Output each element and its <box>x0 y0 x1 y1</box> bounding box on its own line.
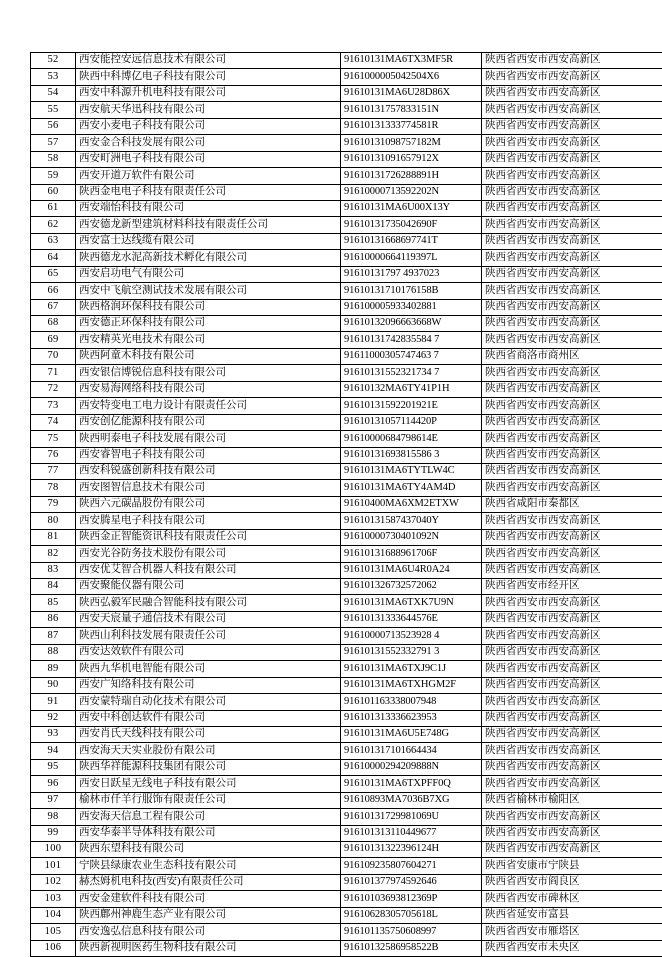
company-name-cell: 榆林市仟羊行服饰有限责任公司 <box>76 792 341 808</box>
region-cell: 陕西省西安市西安高新区 <box>482 710 662 726</box>
credit-code-cell: 91610131333774581R <box>341 118 482 134</box>
table-row <box>31 792 662 808</box>
table-row <box>31 200 662 216</box>
row-index-cell: 69 <box>31 332 76 348</box>
row-index-cell: 55 <box>31 102 76 118</box>
credit-code-cell: 91610131MA6TY4AM4D <box>341 480 482 496</box>
row-index-cell: 103 <box>31 891 76 907</box>
company-name-cell: 西安中飞航空测试技术发展有限公司 <box>76 283 341 299</box>
company-name-cell: 陕西华祥能源科技集团有限公司 <box>76 759 341 775</box>
region-cell: 陕西省西安市西安高新区 <box>482 151 662 167</box>
table-row <box>31 759 662 775</box>
region-cell: 陕西省商洛市商州区 <box>482 348 662 364</box>
credit-code-cell: 91610131552332791 3 <box>341 644 482 660</box>
table-row <box>31 365 662 381</box>
credit-code-cell: 91610628305705618L <box>341 907 482 923</box>
company-name-cell: 西安海天信息工程有限公司 <box>76 809 341 825</box>
company-name-cell: 陕西九华机电智能有限公司 <box>76 661 341 677</box>
company-name-cell: 西安银信博锐信息科技有限公司 <box>76 365 341 381</box>
table-row <box>31 874 662 890</box>
credit-code-cell: 91610131693815586 3 <box>341 447 482 463</box>
table-row <box>31 414 662 430</box>
table-row <box>31 907 662 923</box>
row-index-cell: 83 <box>31 562 76 578</box>
credit-code-cell: 91610132096663668W <box>341 316 482 332</box>
table-row <box>31 283 662 299</box>
table-row <box>31 562 662 578</box>
company-name-cell: 西安航天华迅科技有限公司 <box>76 102 341 118</box>
company-name-cell: 陕西六元碳晶股份有限公司 <box>76 496 341 512</box>
company-name-cell: 西安达效软件有限公司 <box>76 644 341 660</box>
row-index-cell: 90 <box>31 677 76 693</box>
credit-code-cell: 916101163338007948 <box>341 694 482 710</box>
table-row <box>31 677 662 693</box>
region-cell: 陕西省安康市宁陕县 <box>482 858 662 874</box>
region-cell: 陕西省西安市西安高新区 <box>482 529 662 545</box>
region-cell: 陕西省西安市西安高新区 <box>482 233 662 249</box>
company-name-cell: 西安小麦电子科技有限公司 <box>76 118 341 134</box>
table-row <box>31 233 662 249</box>
row-index-cell: 62 <box>31 217 76 233</box>
table-row <box>31 447 662 463</box>
company-name-cell: 西安德龙新型建筑材料科技有限责任公司 <box>76 217 341 233</box>
company-name-cell: 陕西鄜州神鹿生态产业有限公司 <box>76 907 341 923</box>
row-index-cell: 96 <box>31 776 76 792</box>
row-index-cell: 84 <box>31 579 76 595</box>
company-name-cell: 宁陕县绿康农业生态科技有限公司 <box>76 858 341 874</box>
row-index-cell: 79 <box>31 496 76 512</box>
table-row <box>31 743 662 759</box>
credit-code-cell: 91610131098757182M <box>341 135 482 151</box>
company-name-cell: 西安腾星电子科技有限公司 <box>76 513 341 529</box>
credit-code-cell: 916109235807604271 <box>341 858 482 874</box>
table-row <box>31 924 662 940</box>
company-name-cell: 西安金合科技发展有限公司 <box>76 135 341 151</box>
row-index-cell: 67 <box>31 299 76 315</box>
table-row <box>31 69 662 85</box>
row-index-cell: 102 <box>31 874 76 890</box>
table-row <box>31 842 662 858</box>
row-index-cell: 65 <box>31 266 76 282</box>
credit-code-cell: 91610131MA6U28D86X <box>341 85 482 101</box>
credit-code-cell: 91610131057114420P <box>341 414 482 430</box>
credit-code-cell: 91610400MA6XM2ETXW <box>341 496 482 512</box>
region-cell: 陕西省西安市西安高新区 <box>482 69 662 85</box>
credit-code-cell: 91610131MA6TXK7U9N <box>341 595 482 611</box>
credit-code-cell: 91610131MA6U4R0A24 <box>341 562 482 578</box>
credit-code-cell: 916101317101664434 <box>341 743 482 759</box>
credit-code-cell: 91610131MA6TXHGM2F <box>341 677 482 693</box>
table-row <box>31 135 662 151</box>
region-cell: 陕西省西安市西安高新区 <box>482 677 662 693</box>
row-index-cell: 56 <box>31 118 76 134</box>
region-cell: 陕西省西安市西安高新区 <box>482 611 662 627</box>
company-name-cell: 西安德正环保科技有限公司 <box>76 316 341 332</box>
credit-code-cell: 91610000730401092N <box>341 529 482 545</box>
company-name-cell: 陕西金正智能资讯科技有限责任公司 <box>76 529 341 545</box>
region-cell: 陕西省西安市西安高新区 <box>482 546 662 562</box>
region-cell: 陕西省西安市西安高新区 <box>482 661 662 677</box>
credit-code-cell: 91610131MA6TXPFF0Q <box>341 776 482 792</box>
table-row <box>31 480 662 496</box>
table-row <box>31 53 662 69</box>
table-body <box>31 53 662 957</box>
region-cell: 陕西省西安市西安高新区 <box>482 283 662 299</box>
region-cell: 陕西省西安市西安高新区 <box>482 743 662 759</box>
company-name-cell: 西安海天天实业股份有限公司 <box>76 743 341 759</box>
table-row <box>31 595 662 611</box>
company-name-cell: 陕西新视明医药生物科技有限公司 <box>76 940 341 956</box>
table-row <box>31 398 662 414</box>
row-index-cell: 59 <box>31 168 76 184</box>
company-name-cell: 西安天宸量子通信技术有限公司 <box>76 611 341 627</box>
credit-code-cell: 91610132586958522B <box>341 940 482 956</box>
credit-code-cell: 91610131729981069U <box>341 809 482 825</box>
credit-code-cell: 91610131587437040Y <box>341 513 482 529</box>
table-row <box>31 168 662 184</box>
row-index-cell: 75 <box>31 431 76 447</box>
company-name-cell: 西安中科源升机电科技有限公司 <box>76 85 341 101</box>
row-index-cell: 52 <box>31 53 76 69</box>
table-row <box>31 529 662 545</box>
row-index-cell: 70 <box>31 348 76 364</box>
company-name-cell: 西安金建软件科技有限公司 <box>76 891 341 907</box>
region-cell: 陕西省西安市西安高新区 <box>482 480 662 496</box>
credit-code-cell: 91610893MA7036B7XG <box>341 792 482 808</box>
region-cell: 陕西省西安市西安高新区 <box>482 694 662 710</box>
table-row <box>31 332 662 348</box>
credit-code-cell: 91610131MA6TX3MF5R <box>341 53 482 69</box>
company-name-cell: 西安蒙特瑞自动化技术有限公司 <box>76 694 341 710</box>
region-cell: 陕西省西安市西安高新区 <box>482 85 662 101</box>
table-row <box>31 628 662 644</box>
row-index-cell: 106 <box>31 940 76 956</box>
region-cell: 陕西省西安市西安高新区 <box>482 266 662 282</box>
region-cell: 陕西省西安市西安高新区 <box>482 513 662 529</box>
row-index-cell: 100 <box>31 842 76 858</box>
credit-code-cell: 91610131710176158B <box>341 283 482 299</box>
company-name-cell: 西安睿智电子科技有限公司 <box>76 447 341 463</box>
company-name-cell: 西安富士达线缆有限公司 <box>76 233 341 249</box>
credit-code-cell: 91610131MA6TXJ9C1J <box>341 661 482 677</box>
row-index-cell: 82 <box>31 546 76 562</box>
row-index-cell: 64 <box>31 250 76 266</box>
region-cell: 陕西省西安市西安高新区 <box>482 250 662 266</box>
company-name-cell: 西安图智信息技术有限公司 <box>76 480 341 496</box>
row-index-cell: 68 <box>31 316 76 332</box>
credit-code-cell: 91610131726288891H <box>341 168 482 184</box>
table-row <box>31 217 662 233</box>
table-row <box>31 776 662 792</box>
table-row <box>31 726 662 742</box>
region-cell: 陕西省西安市西安高新区 <box>482 118 662 134</box>
table-row <box>31 496 662 512</box>
credit-code-cell: 91610000684798614E <box>341 431 482 447</box>
credit-code-cell: 916101135750608997 <box>341 924 482 940</box>
company-name-cell: 陕西中科博亿电子科技有限公司 <box>76 69 341 85</box>
row-index-cell: 99 <box>31 825 76 841</box>
table-row <box>31 266 662 282</box>
row-index-cell: 53 <box>31 69 76 85</box>
credit-code-cell: 91610000664119397L <box>341 250 482 266</box>
table-row <box>31 102 662 118</box>
region-cell: 陕西省西安市西安高新区 <box>482 217 662 233</box>
row-index-cell: 94 <box>31 743 76 759</box>
credit-code-cell: 91611000305747463 7 <box>341 348 482 364</box>
credit-code-cell: 91610131322396124H <box>341 842 482 858</box>
row-index-cell: 57 <box>31 135 76 151</box>
company-name-cell: 西安端怡科技有限公司 <box>76 200 341 216</box>
row-index-cell: 76 <box>31 447 76 463</box>
company-name-cell: 陕西弘毅军民融合智能科技有限公司 <box>76 595 341 611</box>
row-index-cell: 88 <box>31 644 76 660</box>
region-cell: 陕西省西安市西安高新区 <box>482 332 662 348</box>
credit-code-cell: 91610131757833151N <box>341 102 482 118</box>
region-cell: 陕西省西安市西安高新区 <box>482 365 662 381</box>
region-cell: 陕西省西安市西安高新区 <box>482 809 662 825</box>
region-cell: 陕西省西安市阎良区 <box>482 874 662 890</box>
row-index-cell: 97 <box>31 792 76 808</box>
table-row <box>31 940 662 956</box>
region-cell: 陕西省西安市未央区 <box>482 940 662 956</box>
region-cell: 陕西省西安市西安高新区 <box>482 381 662 397</box>
region-cell: 陕西省西安市西安高新区 <box>482 316 662 332</box>
credit-code-cell: 916100005933402881 <box>341 299 482 315</box>
row-index-cell: 66 <box>31 283 76 299</box>
region-cell: 陕西省西安市西安高新区 <box>482 414 662 430</box>
company-name-cell: 西安光谷防务技术股份有限公司 <box>76 546 341 562</box>
table-row <box>31 825 662 841</box>
region-cell: 陕西省西安市西安高新区 <box>482 184 662 200</box>
row-index-cell: 80 <box>31 513 76 529</box>
company-name-cell: 西安广知络科技有限公司 <box>76 677 341 693</box>
table-row <box>31 611 662 627</box>
credit-code-cell: 91610131668697741T <box>341 233 482 249</box>
credit-code-cell: 916101377974592646 <box>341 874 482 890</box>
company-name-cell: 西安中科创达软件有限公司 <box>76 710 341 726</box>
table-row <box>31 381 662 397</box>
table-row <box>31 85 662 101</box>
credit-code-cell: 91610131MA6U00X13Y <box>341 200 482 216</box>
region-cell: 陕西省西安市雁塔区 <box>482 924 662 940</box>
company-name-cell: 陕西东望科技有限公司 <box>76 842 341 858</box>
company-name-cell: 陕西山利科技发展有限责任公司 <box>76 628 341 644</box>
row-index-cell: 101 <box>31 858 76 874</box>
company-name-cell: 西安启功电气有限公司 <box>76 266 341 282</box>
row-index-cell: 95 <box>31 759 76 775</box>
region-cell: 陕西省西安市经开区 <box>482 579 662 595</box>
row-index-cell: 92 <box>31 710 76 726</box>
table-row <box>31 151 662 167</box>
region-cell: 陕西省西安市西安高新区 <box>482 562 662 578</box>
region-cell: 陕西省西安市西安高新区 <box>482 447 662 463</box>
row-index-cell: 86 <box>31 611 76 627</box>
company-name-cell: 西安特变电工电力设计有限责任公司 <box>76 398 341 414</box>
credit-code-cell: 91610131742835584 7 <box>341 332 482 348</box>
region-cell: 陕西省西安市西安高新区 <box>482 776 662 792</box>
company-name-cell: 西安能控安远信息技术有限公司 <box>76 53 341 69</box>
table-row <box>31 710 662 726</box>
table-row <box>31 661 662 677</box>
credit-code-cell: 91610131735042690F <box>341 217 482 233</box>
row-index-cell: 78 <box>31 480 76 496</box>
row-index-cell: 74 <box>31 414 76 430</box>
company-name-cell: 西安町洲电子科技有限公司 <box>76 151 341 167</box>
region-cell: 陕西省西安市西安高新区 <box>482 644 662 660</box>
credit-code-cell: 91610131333644576E <box>341 611 482 627</box>
table-row <box>31 809 662 825</box>
region-cell: 陕西省西安市西安高新区 <box>482 726 662 742</box>
table-row <box>31 184 662 200</box>
row-index-cell: 91 <box>31 694 76 710</box>
company-name-cell: 西安科锐盛创新科技有限公司 <box>76 463 341 479</box>
credit-code-cell: 91610000713592202N <box>341 184 482 200</box>
region-cell: 陕西省西安市西安高新区 <box>482 299 662 315</box>
credit-code-cell: 91610131552321734 7 <box>341 365 482 381</box>
company-name-cell: 西安创亿能源科技有限公司 <box>76 414 341 430</box>
region-cell: 陕西省西安市西安高新区 <box>482 53 662 69</box>
credit-code-cell: 91610131688961706F <box>341 546 482 562</box>
row-index-cell: 105 <box>31 924 76 940</box>
company-name-cell: 陕西金电电子科技有限责任公司 <box>76 184 341 200</box>
company-name-cell: 西安优艾智合机器人科技有限公司 <box>76 562 341 578</box>
company-name-cell: 西安逸弘信息科技有限公司 <box>76 924 341 940</box>
credit-code-cell: 91610000713523928 4 <box>341 628 482 644</box>
row-index-cell: 93 <box>31 726 76 742</box>
row-index-cell: 104 <box>31 907 76 923</box>
credit-code-cell: 91610131797 4937023 <box>341 266 482 282</box>
credit-code-cell: 916101313336623953 <box>341 710 482 726</box>
row-index-cell: 61 <box>31 200 76 216</box>
row-index-cell: 77 <box>31 463 76 479</box>
credit-code-cell: 91610131MA6U5E748G <box>341 726 482 742</box>
credit-code-cell: 916101326732572062 <box>341 579 482 595</box>
company-name-cell: 西安肖氏天线科技有限公司 <box>76 726 341 742</box>
credit-code-cell: 9161000005042504X6 <box>341 69 482 85</box>
region-cell: 陕西省西安市西安高新区 <box>482 168 662 184</box>
row-index-cell: 87 <box>31 628 76 644</box>
region-cell: 陕西省西安市西安高新区 <box>482 398 662 414</box>
table-row <box>31 463 662 479</box>
company-listing-table <box>30 52 662 957</box>
row-index-cell: 98 <box>31 809 76 825</box>
region-cell: 陕西省西安市西安高新区 <box>482 431 662 447</box>
row-index-cell: 73 <box>31 398 76 414</box>
region-cell: 陕西省榆林市榆阳区 <box>482 792 662 808</box>
credit-code-cell: 91610000294209888N <box>341 759 482 775</box>
table-row <box>31 118 662 134</box>
company-name-cell: 西安聚能仪器有限公司 <box>76 579 341 595</box>
table-row <box>31 694 662 710</box>
region-cell: 陕西省西安市碑林区 <box>482 891 662 907</box>
credit-code-cell: 916101313110449677 <box>341 825 482 841</box>
row-index-cell: 54 <box>31 85 76 101</box>
row-index-cell: 58 <box>31 151 76 167</box>
region-cell: 陕西省西安市西安高新区 <box>482 842 662 858</box>
region-cell: 陕西省咸阳市秦都区 <box>482 496 662 512</box>
region-cell: 陕西省西安市西安高新区 <box>482 200 662 216</box>
company-name-cell: 陕西阿童木科技有限公司 <box>76 348 341 364</box>
row-index-cell: 63 <box>31 233 76 249</box>
region-cell: 陕西省西安市西安高新区 <box>482 595 662 611</box>
region-cell: 陕西省西安市西安高新区 <box>482 825 662 841</box>
table-row <box>31 348 662 364</box>
row-index-cell: 60 <box>31 184 76 200</box>
company-name-cell: 陕西格润环保科技有限公司 <box>76 299 341 315</box>
credit-code-cell: 91610103693812369P <box>341 891 482 907</box>
row-index-cell: 72 <box>31 381 76 397</box>
table-row <box>31 250 662 266</box>
company-name-cell: 西安易海网络科技有限公司 <box>76 381 341 397</box>
company-name-cell: 西安开道万软件有限公司 <box>76 168 341 184</box>
region-cell: 陕西省西安市西安高新区 <box>482 135 662 151</box>
company-name-cell: 西安精英光电技术有限公司 <box>76 332 341 348</box>
row-index-cell: 89 <box>31 661 76 677</box>
table-row <box>31 546 662 562</box>
credit-code-cell: 91610131592201921E <box>341 398 482 414</box>
row-index-cell: 85 <box>31 595 76 611</box>
region-cell: 陕西省西安市西安高新区 <box>482 102 662 118</box>
company-name-cell: 西安华泰半导体科技有限公司 <box>76 825 341 841</box>
row-index-cell: 71 <box>31 365 76 381</box>
credit-code-cell: 91610131091657912X <box>341 151 482 167</box>
table-row <box>31 891 662 907</box>
table-row <box>31 858 662 874</box>
company-name-cell: 陕西德龙水泥高新技术孵化有限公司 <box>76 250 341 266</box>
region-cell: 陕西省延安市富县 <box>482 907 662 923</box>
company-name-cell: 陕西明泰电子科技发展有限公司 <box>76 431 341 447</box>
credit-code-cell: 91610132MA6TY41P1H <box>341 381 482 397</box>
region-cell: 陕西省西安市西安高新区 <box>482 463 662 479</box>
credit-code-cell: 91610131MA6TYTLW4C <box>341 463 482 479</box>
region-cell: 陕西省西安市西安高新区 <box>482 759 662 775</box>
region-cell: 陕西省西安市西安高新区 <box>482 628 662 644</box>
table-row <box>31 644 662 660</box>
company-name-cell: 西安日跃星无线电子科技有限公司 <box>76 776 341 792</box>
company-name-cell: 赫杰姆机电科技(西安)有限责任公司 <box>76 874 341 890</box>
table-row <box>31 299 662 315</box>
table-row <box>31 316 662 332</box>
table-row <box>31 513 662 529</box>
table-row <box>31 579 662 595</box>
row-index-cell: 81 <box>31 529 76 545</box>
table-row <box>31 431 662 447</box>
